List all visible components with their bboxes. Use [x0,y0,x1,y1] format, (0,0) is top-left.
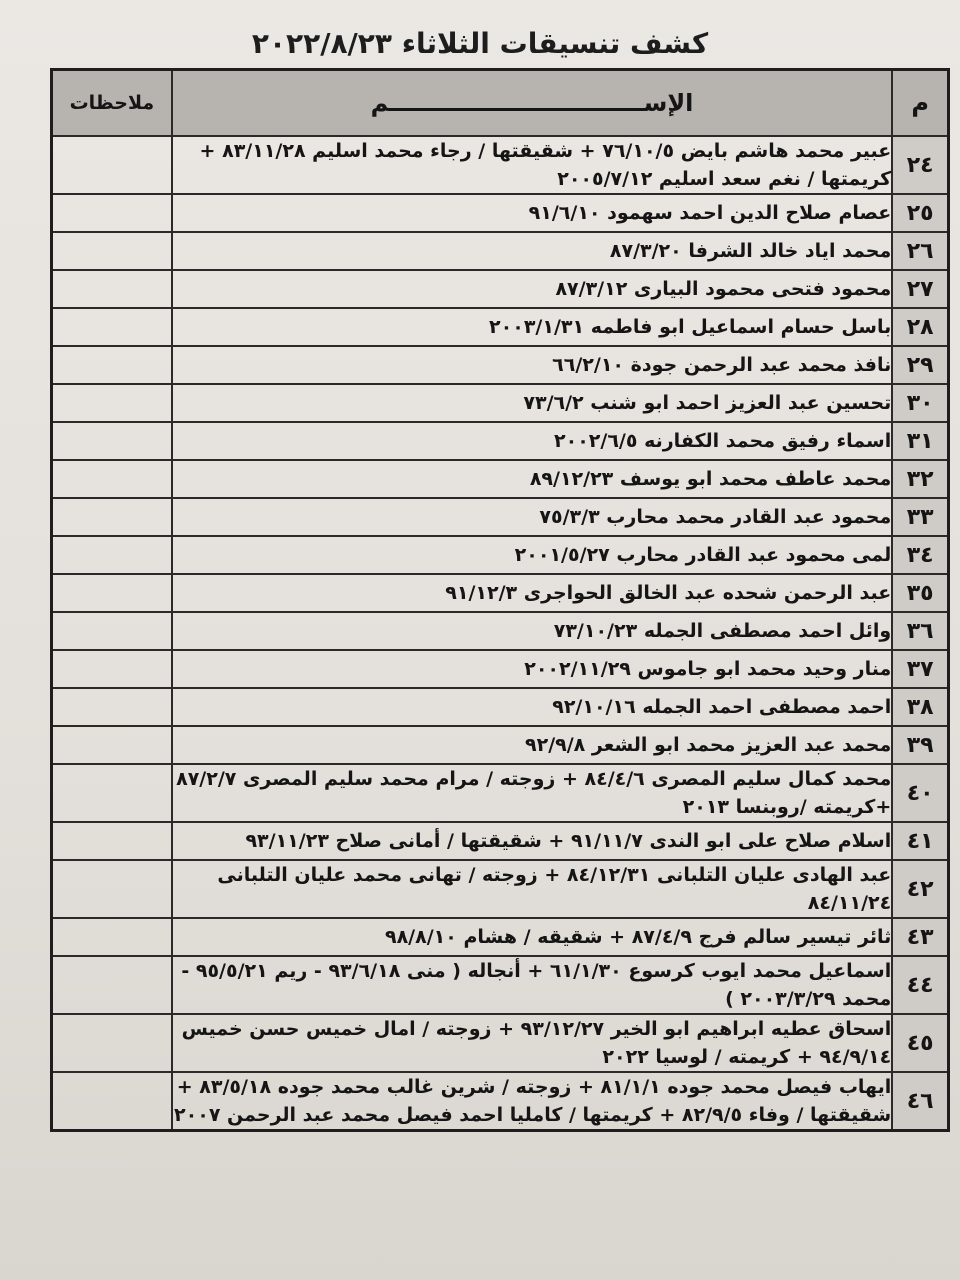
row-name: ثائر تيسير سالم فرج ٨٧/٤/٩ + شقيقه / هشام ٩٨/٨/١٠ [172,918,892,956]
row-name: ايهاب فيصل محمد جوده ٨١/١/١ + زوجته / شرين غالب محمد جوده ٨٣/٥/١٨ + شقيقتها / وفاء ٨٢/٩/٥ + كريمتها / كامليا احمد فيصل محمد عبد الرحمن ٢٠٠٧ [172,1072,892,1131]
table-row [52,1072,949,1131]
table-row [52,650,949,688]
table-row [52,194,949,232]
row-name: اسماعيل محمد ايوب كرسوع ٦١/١/٣٠ + أنجاله ( منى ٩٣/٦/١٨ - ريم ٩٥/٥/٢١ - محمد ٢٠٠٣/٣/٢٩ ) [172,956,892,1014]
row-number: ٢٤ [892,136,948,194]
table-row [52,726,949,764]
table-row [52,346,949,384]
row-notes [52,194,172,232]
row-name: احمد مصطفى احمد الجمله ٩٢/١٠/١٦ [172,688,892,726]
header-name: الإســـــــــــــــــــــــــــــــم [172,70,892,137]
row-name: باسل حسام اسماعيل ابو فاطمه ٢٠٠٣/١/٣١ [172,308,892,346]
row-notes [52,1014,172,1072]
row-number: ٤٠ [892,764,948,822]
row-notes [52,822,172,860]
table-row [52,860,949,918]
table-row [52,270,949,308]
row-number: ٣٩ [892,726,948,764]
row-name: محمد اياد خالد الشرفا ٨٧/٣/٢٠ [172,232,892,270]
row-name: محمود فتحى محمود البيارى ٨٧/٣/١٢ [172,270,892,308]
row-number: ٣٠ [892,384,948,422]
row-name: اسلام صلاح على ابو الندى ٩١/١١/٧ + شقيقتها / أمانى صلاح ٩٣/١١/٢٣ [172,822,892,860]
row-notes [52,688,172,726]
row-notes [52,860,172,918]
row-number: ٣٣ [892,498,948,536]
row-number: ٢٩ [892,346,948,384]
table-row [52,1014,949,1072]
row-number: ٤١ [892,822,948,860]
table-header-row [52,70,949,137]
row-name: عبد الرحمن شحده عبد الخالق الحواجرى ٩١/١٢/٣ [172,574,892,612]
table-row [52,574,949,612]
page-title: كشف تنسيقات الثلاثاء ٢٠٢٢/٨/٢٣ [251,27,709,60]
row-notes [52,536,172,574]
row-number: ٣٥ [892,574,948,612]
table-row [52,956,949,1014]
row-number: ٤٦ [892,1072,948,1131]
table-row [52,232,949,270]
row-notes [52,764,172,822]
table-row [52,612,949,650]
row-number: ٣٧ [892,650,948,688]
row-notes [52,956,172,1014]
row-notes [52,270,172,308]
table-row [52,918,949,956]
row-number: ٣٦ [892,612,948,650]
row-name: عصام صلاح الدين احمد سهمود ٩١/٦/١٠ [172,194,892,232]
row-name: محمد كمال سليم المصرى ٨٤/٤/٦ + زوجته / مرام محمد سليم المصرى ٨٧/٢/٧ +كريمته /روبنسا ٢٠١٣ [172,764,892,822]
row-number: ٢٧ [892,270,948,308]
row-number: ٢٥ [892,194,948,232]
table-row [52,822,949,860]
row-name: تحسين عبد العزيز احمد ابو شنب ٧٣/٦/٢ [172,384,892,422]
row-notes [52,136,172,194]
row-name: محمود عبد القادر محمد محارب ٧٥/٣/٣ [172,498,892,536]
row-number: ٣٨ [892,688,948,726]
row-name: محمد عبد العزيز محمد ابو الشعر ٩٢/٩/٨ [172,726,892,764]
row-name: وائل احمد مصطفى الجمله ٧٣/١٠/٢٣ [172,612,892,650]
row-notes [52,232,172,270]
row-name: محمد عاطف محمد ابو يوسف ٨٩/١٢/٢٣ [172,460,892,498]
row-notes [52,498,172,536]
table-body [52,136,949,1131]
row-name: نافذ محمد عبد الرحمن جودة ٦٦/٢/١٠ [172,346,892,384]
row-number: ٣٢ [892,460,948,498]
roster-table [50,68,950,1132]
row-notes [52,384,172,422]
row-notes [52,422,172,460]
row-name: اسحاق عطيه ابراهيم ابو الخير ٩٣/١٢/٢٧ + زوجته / امال خميس حسن خميس ٩٤/٩/١٤ + كريمته / لوسيا ٢٠٢٢ [172,1014,892,1072]
table-row [52,136,949,194]
row-number: ٣٤ [892,536,948,574]
table-row [52,688,949,726]
row-name: منار وحيد محمد ابو جاموس ٢٠٠٢/١١/٢٩ [172,650,892,688]
table-row [52,764,949,822]
row-notes [52,574,172,612]
row-notes [52,1072,172,1131]
row-number: ٢٨ [892,308,948,346]
header-notes: ملاحظات [52,70,172,137]
row-name: عبد الهادى عليان التلبانى ٨٤/١٢/٣١ + زوجته / تهانى محمد عليان التلبانى ٨٤/١١/٢٤ [172,860,892,918]
table-row [52,308,949,346]
row-notes [52,346,172,384]
row-name: لمى محمود عبد القادر محارب ٢٠٠١/٥/٢٧ [172,536,892,574]
table-row [52,536,949,574]
table-row [52,422,949,460]
row-number: ٣١ [892,422,948,460]
row-notes [52,308,172,346]
row-number: ٤٢ [892,860,948,918]
row-notes [52,650,172,688]
row-number: ٤٥ [892,1014,948,1072]
row-number: ٤٣ [892,918,948,956]
table-row [52,460,949,498]
table-row [52,384,949,422]
row-notes [52,918,172,956]
row-number: ٢٦ [892,232,948,270]
table-row [52,498,949,536]
row-number: ٤٤ [892,956,948,1014]
header-number: م [892,70,948,137]
row-name: اسماء رفيق محمد الكفارنه ٢٠٠٢/٦/٥ [172,422,892,460]
row-notes [52,460,172,498]
row-notes [52,612,172,650]
row-notes [52,726,172,764]
row-name: عبير محمد هاشم بايض ٧٦/١٠/٥ + شقيقتها / رجاء محمد اسليم ٨٣/١١/٢٨ + كريمتها / نغم سعد اسليم ٢٠٠٥/٧/١٢ [172,136,892,194]
